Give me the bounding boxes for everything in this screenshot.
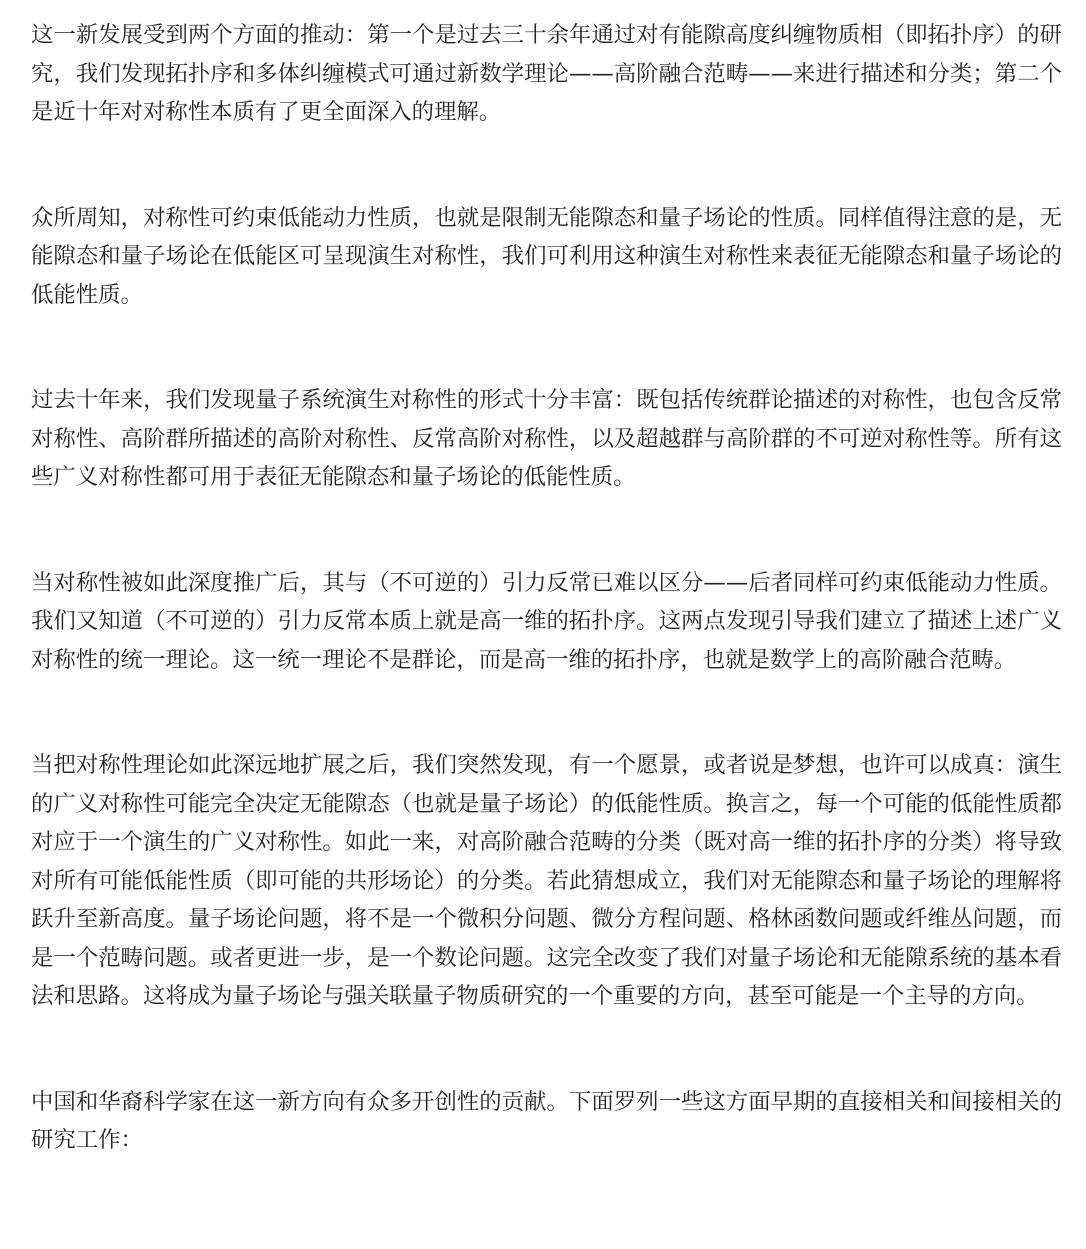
paragraph-2: 众所周知，对称性可约束低能动力性质，也就是限制无能隙态和量子场论的性质。同样值得注意的是，无能隙态和量子场论在低能区可呈现演生对称性，我们可利用这种演生对称性来表征无能隙态和量子场论的低能性质。	[31, 204, 1062, 308]
paragraph-4: 当对称性被如此深度推广后，其与（不可逆的）引力反常已难以区分——后者同样可约束低能动力性质。我们又知道（不可逆的）引力反常本质上就是高一维的拓扑序。这两点发现引导我们建立了描述上述广义对称性的统一理论。这一统一理论不是群论，而是高一维的拓扑序，也就是数学上的高阶融合范畴。	[31, 569, 1062, 673]
paragraph-3: 过去十年来，我们发现量子系统演生对称性的形式十分丰富：既包括传统群论描述的对称性，也包含反常对称性、高阶群所描述的高阶对称性、反常高阶对称性，以及超越群与高阶群的不可逆对称性等。所有这些广义对称性都可用于表征无能隙态和量子场论的低能性质。	[31, 387, 1062, 490]
paragraph-1: 这一新发展受到两个方面的推动：第一个是过去三十余年通过对有能隙高度纠缠物质相（即拓扑序）的研究，我们发现拓扑序和多体纠缠模式可通过新数学理论——高阶融合范畴——来进行描述和分类；第二个是近十年对对称性本质有了更全面深入的理解。	[31, 22, 1062, 125]
paragraph-5: 当把对称性理论如此深远地扩展之后，我们突然发现，有一个愿景，或者说是梦想，也许可以成真：演生的广义对称性可能完全决定无能隙态（也就是量子场论）的低能性质。换言之，每一个可能的低能性质都对应于一个演生的广义对称性。如此一来，对高阶融合范畴的分类（既对高一维的拓扑序的分类）将导致对所有可能低能性质（即可能的共形场论）的分类。若此猜想成立，我们对无能隙态和量子场论的理解将跃升至新高度。量子场论问题，将不是一个微积分问题、微分方程问题、格林函数问题或纤维丛问题，而是一个范畴问题。或者更进一步，是一个数论问题。这完全改变了我们对量子场论和无能隙系统的基本看法和思路。这将成为量子场论与强关联量子物质研究的一个重要的方向，甚至可能是一个主导的方向。	[31, 752, 1062, 1009]
paragraph-6: 中国和华裔科学家在这一新方向有众多开创性的贡献。下面罗列一些这方面早期的直接相关和间接相关的研究工作：	[31, 1088, 1062, 1153]
